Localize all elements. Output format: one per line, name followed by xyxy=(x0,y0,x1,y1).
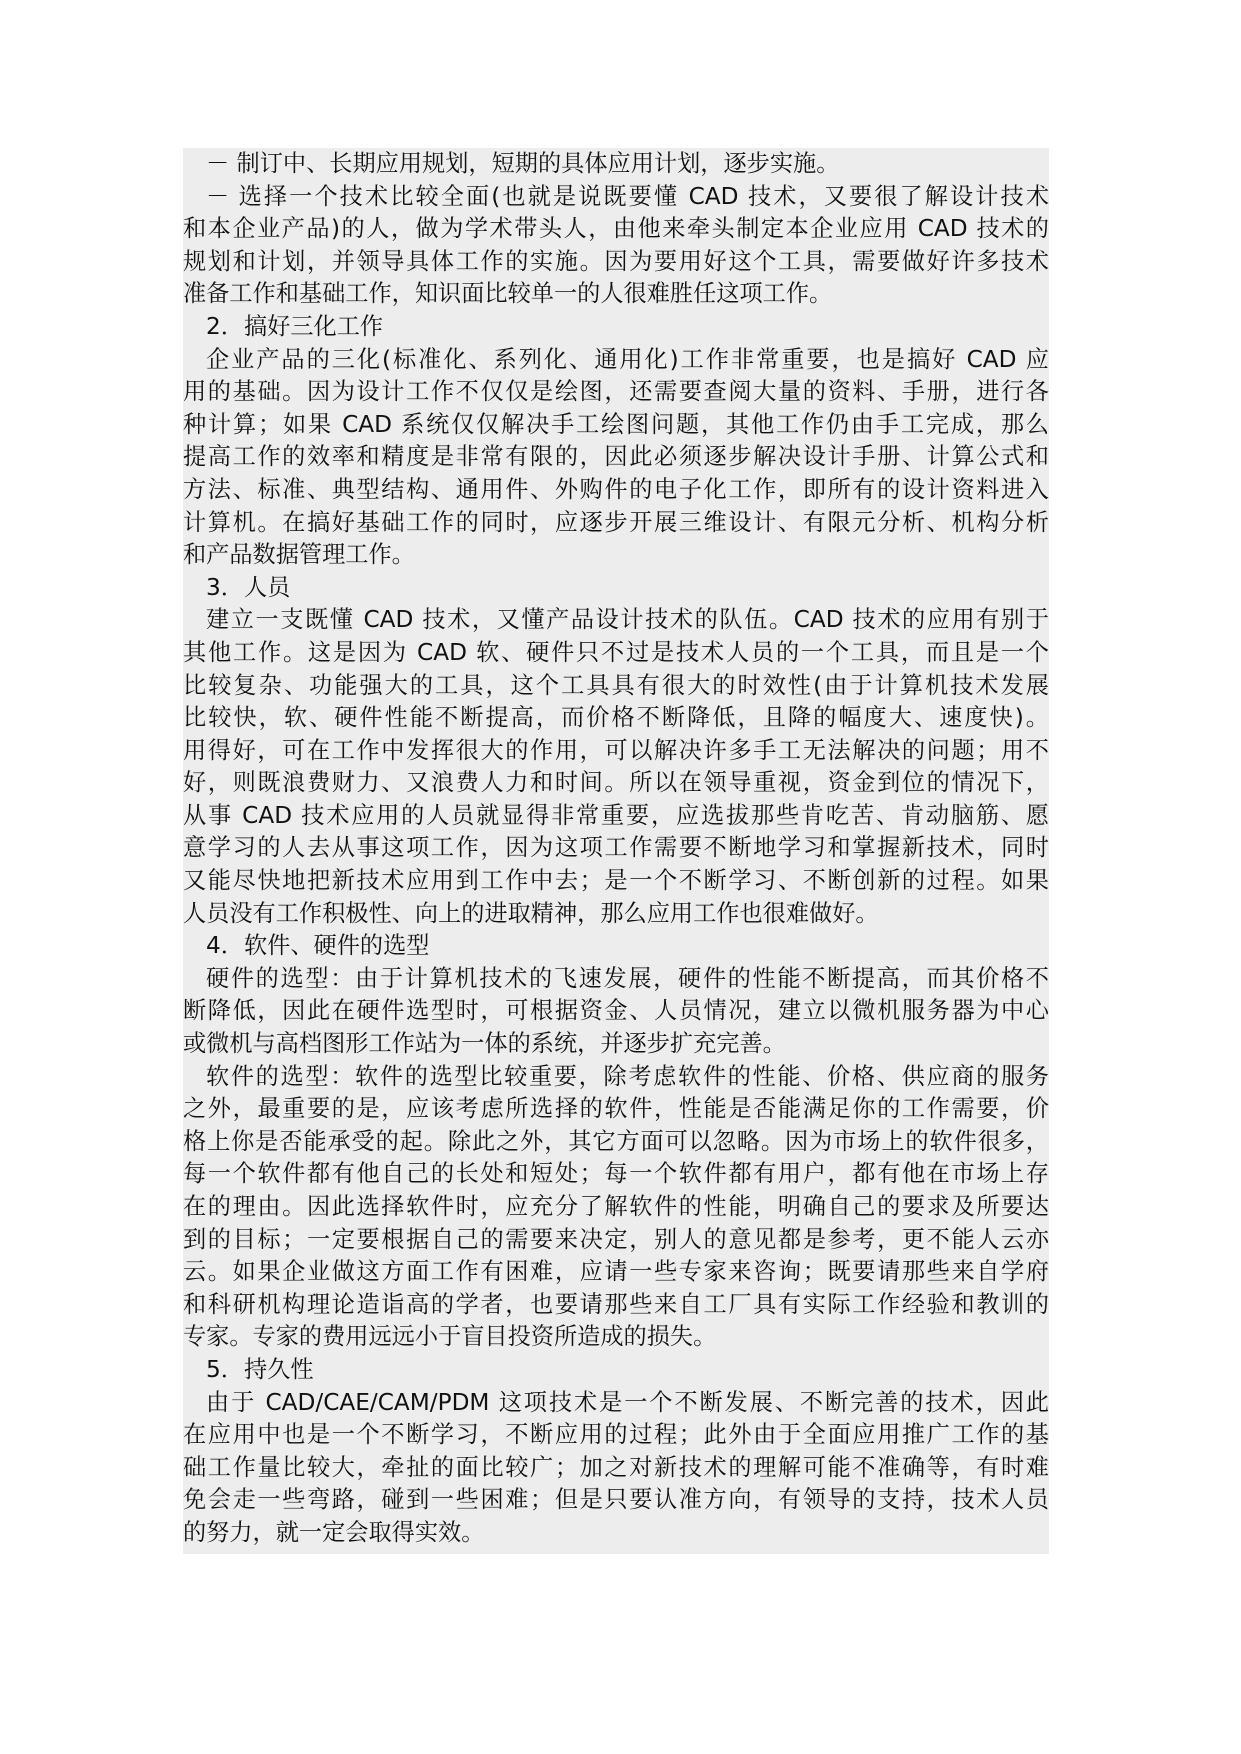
text-line: 云。如果企业做这方面工作有困难，应请一些专家来咨询；既要请那些来自学府 xyxy=(183,1258,1049,1286)
text-line: 5．持久性 xyxy=(206,1355,314,1383)
text-line: 4．软件、硬件的选型 xyxy=(206,932,430,960)
text-line: 3．人员 xyxy=(206,573,291,601)
document-text-block xyxy=(183,148,1049,1554)
text-line: 比较复杂、功能强大的工具，这个工具具有很大的时效性(由于计算机技术发展 xyxy=(183,671,1049,699)
text-line: 的努力，就一定会取得实效。 xyxy=(183,1518,485,1546)
text-line: － 制订中、长期应用规划，短期的具体应用计划，逐步实施。 xyxy=(206,150,840,177)
text-line: 格上你是否能承受的起。除此之外，其它方面可以忽略。因为市场上的软件很多， xyxy=(183,1127,1049,1155)
text-line: 种计算；如果 CAD 系统仅仅解决手工绘图问题，其他工作仍由手工完成，那么 xyxy=(183,410,1049,438)
text-line: 提高工作的效率和精度是非常有限的，因此必须逐步解决设计手册、计算公式和 xyxy=(183,443,1049,471)
text-line: 人员没有工作积极性、向上的进取精神，那么应用工作也很难做好。 xyxy=(183,899,879,927)
text-line: 由于 CAD/CAE/CAM/PDM 这项技术是一个不断发展、不断完善的技术，因此 xyxy=(206,1388,1049,1416)
text-line: 每一个软件都有他自己的长处和短处；每一个软件都有用户，都有他在市场上存 xyxy=(183,1160,1049,1188)
text-line: 础工作量比较大，牵扯的面比较广；加之对新技术的理解可能不准确等，有时难 xyxy=(183,1453,1049,1481)
text-line: 之外，最重要的是，应该考虑所选择的软件，性能是否能满足你的工作需要，价 xyxy=(183,1095,1049,1123)
text-line: 和科研机构理论造诣高的学者，也要请那些来自工厂具有实际工作经验和教训的 xyxy=(183,1290,1049,1318)
text-line: 和产品数据管理工作。 xyxy=(183,541,415,569)
text-line: 免会走一些弯路，碰到一些困难；但是只要认准方向，有领导的支持，技术人员 xyxy=(183,1486,1049,1514)
text-line: 软件的选型：软件的选型比较重要，除考虑软件的性能、价格、供应商的服务 xyxy=(206,1062,1049,1090)
text-line: 从事 CAD 技术应用的人员就显得非常重要，应选拔那些肯吃苦、肯动脑筋、愿 xyxy=(183,801,1049,829)
text-line: 方法、标准、典型结构、通用件、外购件的电子化工作，即所有的设计资料进入 xyxy=(183,475,1049,503)
text-line: 规划和计划，并领导具体工作的实施。因为要用好这个工具，需要做好许多技术 xyxy=(183,247,1049,275)
text-line: 又能尽快地把新技术应用到工作中去；是一个不断学习、不断创新的过程。如果 xyxy=(183,867,1049,895)
text-line: 在的理由。因此选择软件时，应充分了解软件的性能，明确自己的要求及所要达 xyxy=(183,1193,1049,1220)
text-line: 断降低，因此在硬件选型时，可根据资金、人员情况，建立以微机服务器为中心 xyxy=(183,997,1049,1025)
text-line: 准备工作和基础工作，知识面比较单一的人很难胜任这项工作。 xyxy=(183,280,833,308)
text-line: 或微机与高档图形工作站为一体的系统，并逐步扩充完善。 xyxy=(183,1030,786,1058)
text-line: 用的基础。因为设计工作不仅仅是绘图，还需要查阅大量的资料、手册，进行各 xyxy=(183,378,1049,406)
text-line: 计算机。在搞好基础工作的同时，应逐步开展三维设计、有限元分析、机构分析 xyxy=(183,508,1049,536)
text-line: － 选择一个技术比较全面(也就是说既要懂 CAD 技术，又要很了解设计技术 xyxy=(206,182,1049,210)
text-line: 在应用中也是一个不断学习，不断应用的过程；此外由于全面应用推广工作的基 xyxy=(183,1421,1049,1449)
text-line: 企业产品的三化(标准化、系列化、通用化)工作非常重要，也是搞好 CAD 应 xyxy=(206,345,1049,373)
text-line: 其他工作。这是因为 CAD 软、硬件只不过是技术人员的一个工具，而且是一个 xyxy=(183,638,1049,666)
text-line: 专家。专家的费用远远小于盲目投资所造成的损失。 xyxy=(183,1323,717,1351)
text-line: 比较快，软、硬件性能不断提高，而价格不断降低，且降的幅度大、速度快)。 xyxy=(183,704,1049,732)
text-line: 用得好，可在工作中发挥很大的作用，可以解决许多手工无法解决的问题；用不 xyxy=(183,736,1049,764)
text-line: 和本企业产品)的人，做为学术带头人，由他来牵头制定本企业应用 CAD 技术的 xyxy=(183,215,1049,243)
text-line: 建立一支既懂 CAD 技术，又懂产品设计技术的队伍。CAD 技术的应用有别于 xyxy=(206,606,1049,634)
text-line: 硬件的选型：由于计算机技术的飞速发展，硬件的性能不断提高，而其价格不 xyxy=(206,964,1049,992)
text-line: 意学习的人去从事这项工作，因为这项工作需要不断地学习和掌握新技术，同时 xyxy=(183,834,1049,862)
text-line: 到的目标；一定要根据自己的需要来决定，别人的意见都是参考，更不能人云亦 xyxy=(183,1225,1049,1253)
text-line: 好，则既浪费财力、又浪费人力和时间。所以在领导重视，资金到位的情况下， xyxy=(183,769,1049,797)
text-line: 2．搞好三化工作 xyxy=(206,312,384,340)
